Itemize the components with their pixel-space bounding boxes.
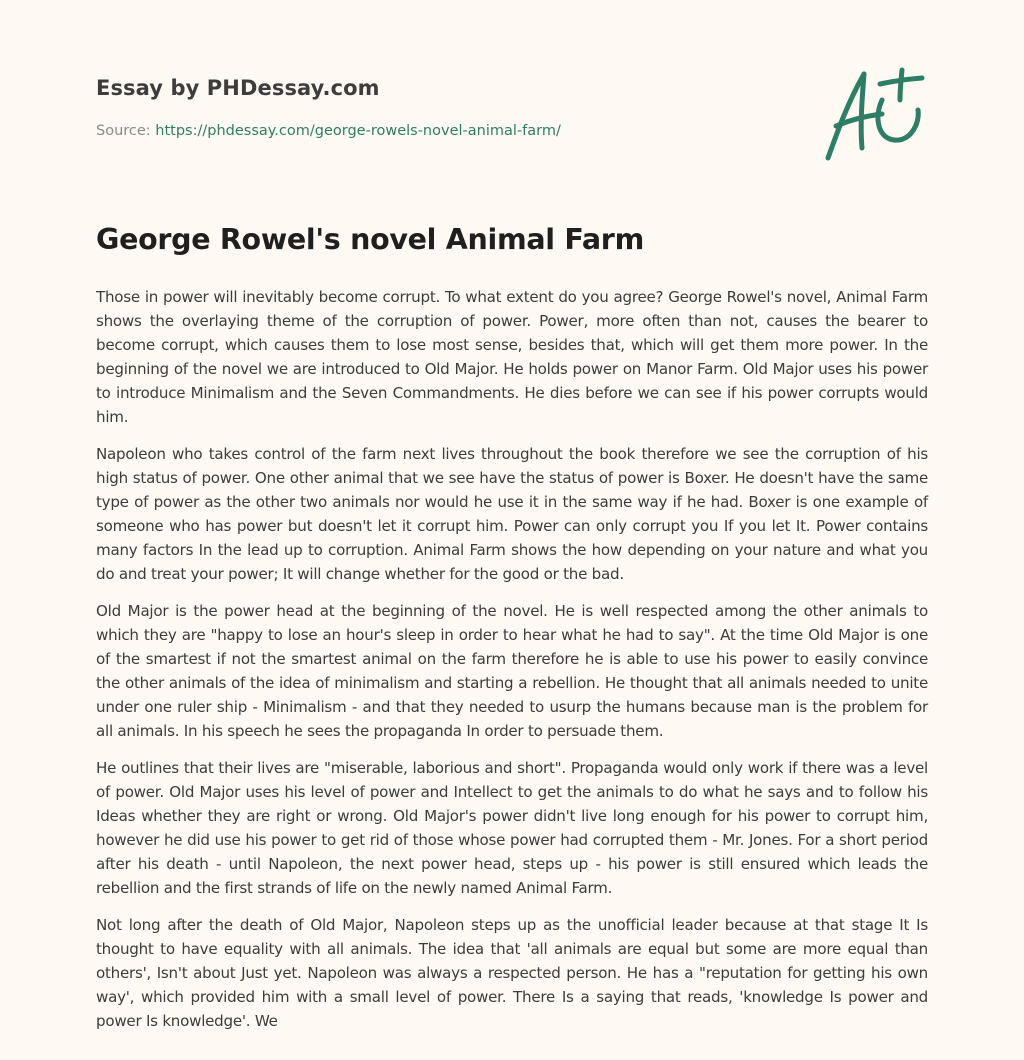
essay-paragraph: Old Major is the power head at the beginning of the novel. He is well respected among the other animals to which they are "happy to lose an hour's sleep in order to hear what he had to say". At the time Old Major is one of the smartest if not the smartest animal on the farm therefore he is able to use his power to easily convince the other animals of the idea of minimalism and starting a rebellion. He thought that all animals needed to unite under one ruler ship - Minimalism - and that they needed to usurp the humans because man is the problem for all animals. In his speech he sees the propaganda In order to persuade them. <box>96 602 928 740</box>
essay-paragraph: Not long after the death of Old Major, Napoleon steps up as the unofficial leader because at that stage It Is thought to have equality with all animals. The idea that 'all animals are equal but some are more equal than others', Isn't about Just yet. Napoleon was always a respected person. He has a "reputation for getting his own way', which provided him with a small level of power. There Is a saying that reads, 'knowledge Is power and power Is knowledge'. We <box>96 916 928 1030</box>
essay-paragraph: Those in power will inevitably become corrupt. To what extent do you agree? George Rowel's novel, Animal Farm shows the overlaying theme of the corruption of power. Power, more often than not, causes the bearer to become corrupt, which causes them to lose most sense, besides that, which will get them more power. In the beginning of the novel we are introduced to Old Major. He holds power on Manor Farm. Old Major uses his power to introduce Minimalism and the Seven Commandments. He dies before we can see if his power corrupts would him. <box>96 288 928 426</box>
source-link[interactable]: https://phdessay.com/george-rowels-novel-animal-farm/ <box>155 123 561 139</box>
essay-body <box>96 285 928 1046</box>
source-label: Source: <box>96 123 156 139</box>
a-plus-logo-icon <box>824 66 928 166</box>
site-brand: Essay by PHDessay.com <box>96 76 380 100</box>
essay-paragraph: He outlines that their lives are "miserable, laborious and short". Propaganda would only work if there was a level of power. Old Major uses his level of power and Intellect to get the animals to do what he says and to follow his Ideas whether they are right or wrong. Old Major's power didn't live long enough for his power to corrupt him, however he did use his power to get rid of those whose power had corrupted them - Mr. Jones. For a short period after his death - until Napoleon, the next power head, steps up - his power is still ensured which leads the rebellion and the first strands of life on the newly named Animal Farm. <box>96 759 928 897</box>
essay-paragraph: Napoleon who takes control of the farm next lives throughout the book therefore we see the corruption of his high status of power. One other animal that we see have the status of power is Boxer. He doesn't have the same type of power as the other two animals nor would he use it in the same way if he had. Boxer is one example of someone who has power but doesn't let it corrupt him. Power can only corrupt you If you let It. Power contains many factors In the lead up to corruption. Animal Farm shows the how depending on your nature and what you do and treat your power; It will change whether for the good or the bad. <box>96 445 928 583</box>
source-line <box>96 123 561 139</box>
essay-title: George Rowel's novel Animal Farm <box>96 223 644 256</box>
